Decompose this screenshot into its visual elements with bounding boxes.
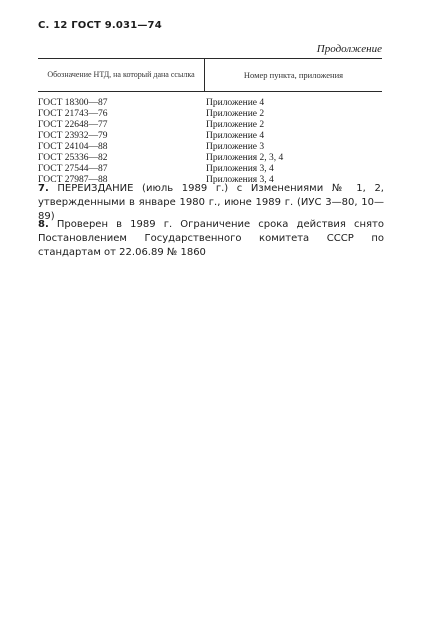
row-section: Приложение 4 xyxy=(206,131,265,141)
row-document-code: ГОСТ 27987—88 xyxy=(38,175,108,185)
table-header xyxy=(38,58,382,92)
row-section: Приложения 2, 3, 4 xyxy=(206,153,284,163)
column-header-document: Обозначение НТД, на который дана ссылка xyxy=(38,59,205,91)
row-document-code: ГОСТ 25336—82 xyxy=(38,153,108,163)
table-row xyxy=(38,98,382,109)
column-header-section: Номер пункта, приложения xyxy=(243,70,344,80)
row-section: Приложение 4 xyxy=(206,98,265,108)
row-section: Приложение 3 xyxy=(206,142,265,152)
note-number: 7. xyxy=(38,183,49,194)
row-document-code: ГОСТ 23932—79 xyxy=(38,131,108,141)
table-row xyxy=(38,109,382,120)
note-text: Проверен в 1989 г. Ограничение срока действия снято Постановлением Государственного комитета СССР по стандартам от 22.06.89 № 1860 xyxy=(38,219,384,258)
note-verification xyxy=(38,218,384,260)
row-document-code: ГОСТ 22648—77 xyxy=(38,120,108,130)
row-document-code: ГОСТ 18300—87 xyxy=(38,98,108,108)
row-section: Приложения 3, 4 xyxy=(206,164,274,174)
note-number: 8. xyxy=(38,219,49,230)
references-table xyxy=(38,58,382,186)
row-document-code: ГОСТ 27544—87 xyxy=(38,164,108,174)
table-row xyxy=(38,142,382,153)
table-body xyxy=(38,92,382,186)
table-row xyxy=(38,164,382,175)
row-document-code: ГОСТ 21743—76 xyxy=(38,109,108,119)
table-row xyxy=(38,153,382,164)
row-section: Приложения 3, 4 xyxy=(206,175,274,185)
row-section: Приложение 2 xyxy=(206,120,265,130)
row-section: Приложение 2 xyxy=(206,109,265,119)
note-text: ПЕРЕИЗДАНИЕ (июль 1989 г.) с Изменениями № 1, 2, утвержденными в январе 1980 г., июне 1989 г. (ИУС 3—80, 10—89) xyxy=(38,183,384,222)
table-row xyxy=(38,131,382,142)
continuation-label: Продолжение xyxy=(316,43,382,55)
row-document-code: ГОСТ 24104—88 xyxy=(38,142,108,152)
table-row xyxy=(38,120,382,131)
page-header: С. 12 ГОСТ 9.031—74 xyxy=(38,20,162,31)
